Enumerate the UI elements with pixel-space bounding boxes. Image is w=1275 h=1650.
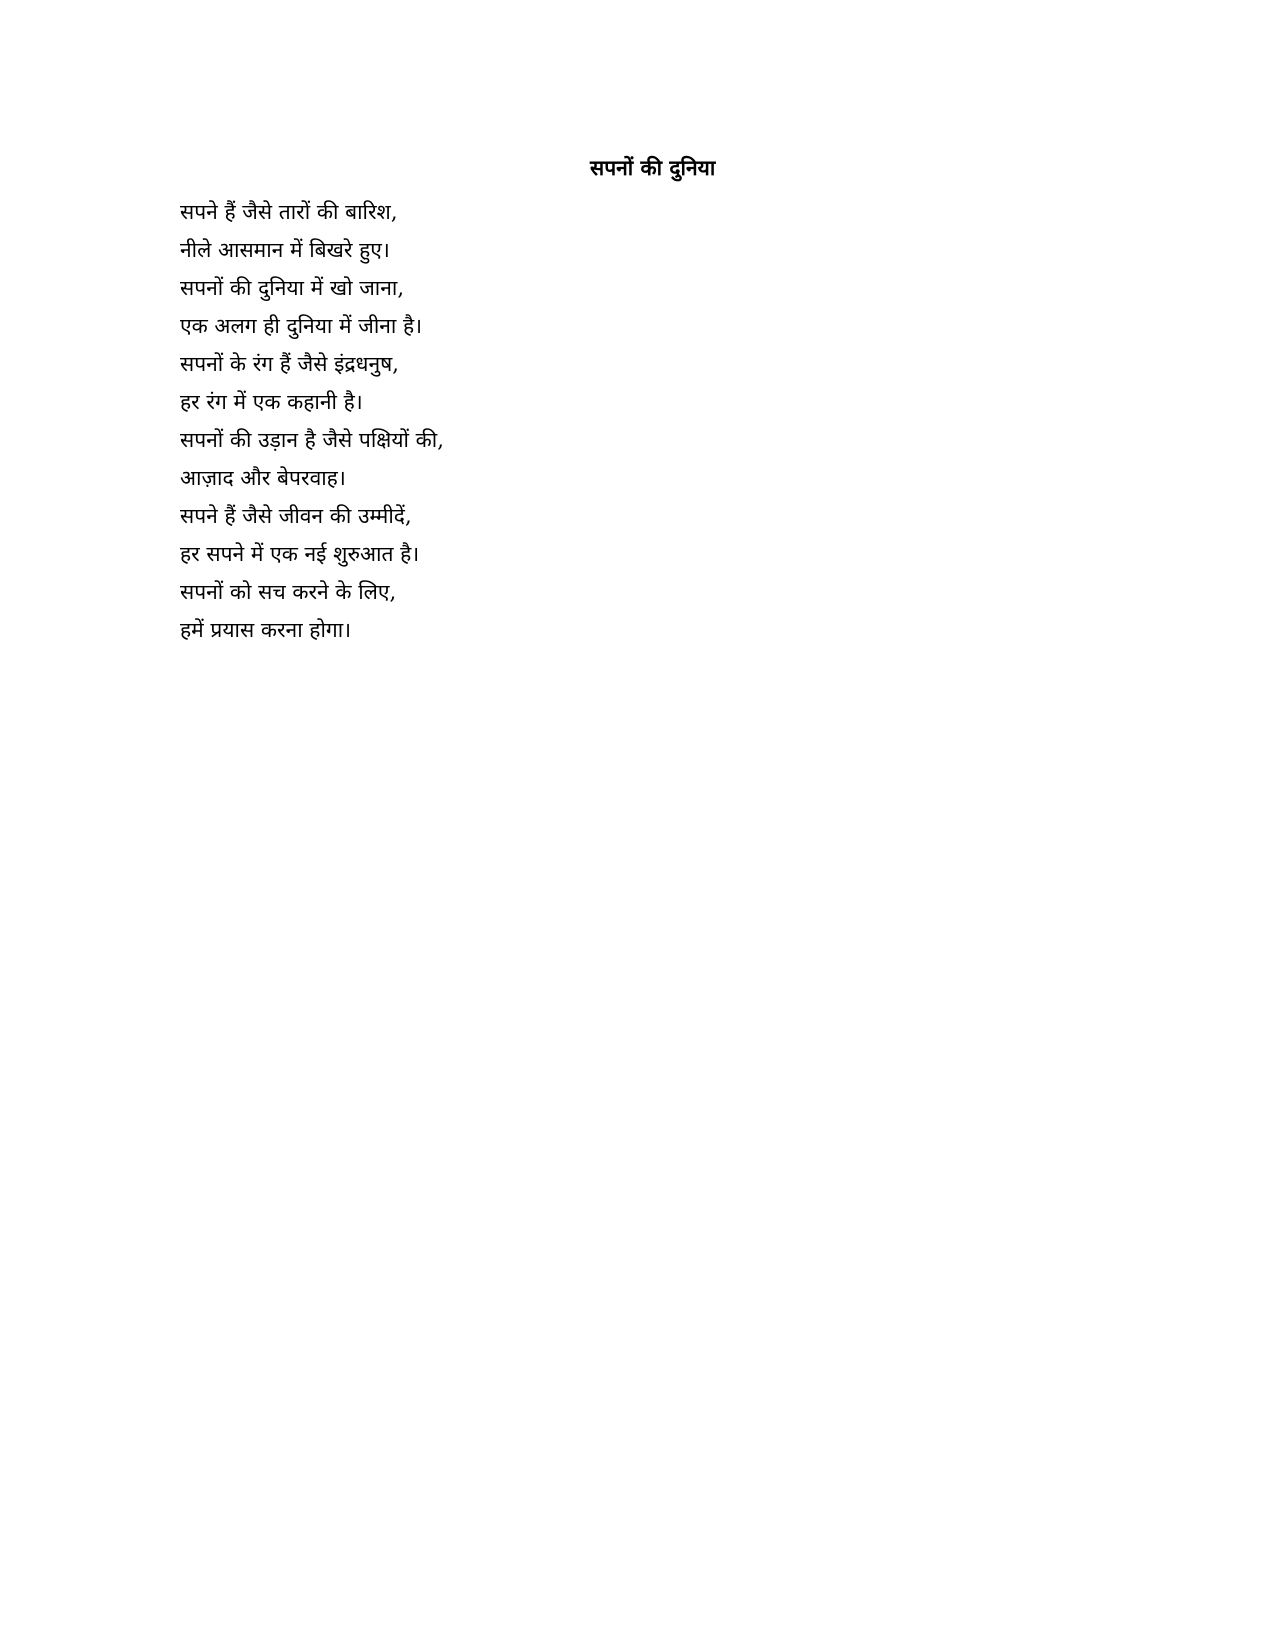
poem-line: एक अलग ही दुनिया में जीना है। — [180, 314, 423, 338]
poem-line: सपनों की दुनिया में खो जाना, — [180, 276, 404, 300]
poem-line: सपनों की उड़ान है जैसे पक्षियों की, — [180, 428, 444, 452]
poem-line: सपने हैं जैसे जीवन की उम्मीदें, — [180, 504, 412, 528]
poem-title: सपनों की दुनिया — [590, 155, 716, 180]
poem-line: हर सपने में एक नई शुरुआत है। — [180, 542, 420, 566]
poem-body — [180, 193, 444, 649]
poem-line: नीले आसमान में बिखरे हुए। — [180, 238, 390, 262]
poem-line: सपनों के रंग हैं जैसे इंद्रधनुष, — [180, 352, 399, 376]
poem-line: आज़ाद और बेपरवाह। — [180, 466, 346, 490]
poem-line: सपनों को सच करने के लिए, — [180, 580, 397, 604]
poem-line: सपने हैं जैसे तारों की बारिश, — [180, 200, 398, 224]
poem-line: हमें प्रयास करना होगा। — [180, 618, 352, 642]
poem-line: हर रंग में एक कहानी है। — [180, 390, 363, 414]
